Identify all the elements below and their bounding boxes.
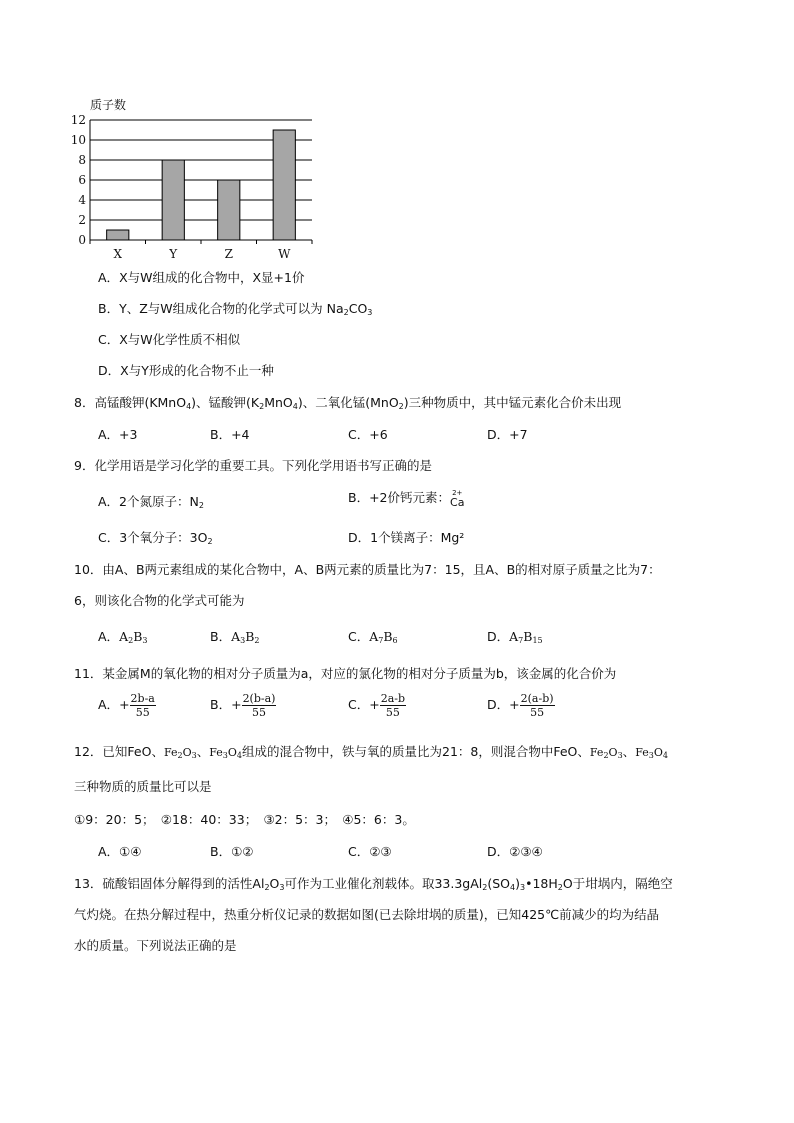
- option-letter: D．: [98, 363, 121, 378]
- subscript: 2: [198, 501, 204, 510]
- option-letter: A．: [98, 697, 120, 712]
- q10-option-b: [210, 627, 259, 645]
- stem-part: •18H: [525, 876, 558, 891]
- option-text: B．+2价钙元素：: [348, 490, 451, 505]
- stem-part: 12．已知FeO、: [74, 744, 164, 759]
- sign: +: [119, 697, 130, 712]
- subscript: 4: [236, 751, 242, 760]
- option-text: X与W化学性质不相似: [119, 332, 241, 347]
- y-tick-label: 12: [70, 113, 86, 127]
- subscript: 2: [343, 308, 349, 317]
- x-tick-label: Z: [224, 247, 233, 261]
- y-tick-label: 2: [78, 213, 86, 227]
- numerator: 2(a-b): [520, 692, 554, 705]
- option-letter: B．: [210, 629, 232, 644]
- formula-part: O: [182, 746, 192, 759]
- proton-number-bar-chart: [60, 92, 320, 262]
- q9-option-b: [348, 488, 464, 508]
- q10-option-d: [487, 627, 543, 645]
- formula-part: A: [369, 629, 379, 644]
- stem-part: 组成的混合物中，铁与氧的质量比为21：8，则混合物中FeO、: [242, 744, 590, 759]
- subscript: 2: [482, 883, 488, 892]
- q11-option-d: [487, 692, 555, 719]
- separator: 、: [622, 744, 636, 759]
- formula-part: O: [608, 746, 618, 759]
- sign: +: [369, 697, 380, 712]
- option-letter: C．: [98, 332, 120, 347]
- formula-part: A: [231, 629, 241, 644]
- option-letter: B．: [210, 697, 232, 712]
- stem-part: 13．硫酸铝固体分解得到的活性Al: [74, 876, 265, 891]
- stem-part: ): [515, 876, 520, 891]
- x-tick-label: Y: [169, 247, 178, 261]
- stem-part: MnO: [264, 395, 293, 410]
- calcium-valence-notation: [450, 489, 464, 508]
- x-tick-label: W: [278, 247, 291, 261]
- stem-part: 8．高锰酸钾(KMnO: [74, 395, 187, 410]
- subscript: 3: [520, 883, 526, 892]
- subscript: 7: [518, 636, 524, 645]
- x-tick-label: X: [113, 247, 123, 261]
- formula-part: O: [227, 746, 237, 759]
- q10-option-a: [98, 627, 147, 645]
- subscript: 3: [191, 751, 197, 760]
- q7-option-d: [98, 361, 274, 379]
- subscript: 15: [532, 636, 543, 645]
- option-letter: C．: [348, 629, 370, 644]
- option-letter: D．: [487, 697, 510, 712]
- q10-stem-line2: 6，则该化合物的化学式可能为: [74, 593, 245, 608]
- bar-w: [273, 130, 295, 240]
- q10-option-c: [348, 627, 398, 645]
- formula-part: Fe: [209, 746, 223, 759]
- subscript: 2: [398, 402, 404, 411]
- subscript: 3: [617, 751, 623, 760]
- q8-option-a: A．+3: [98, 427, 138, 442]
- q12-option-b: B．①②: [210, 844, 254, 859]
- valence-mark: 2+: [452, 489, 463, 497]
- formula-part: B: [245, 629, 255, 644]
- q11-option-a: [98, 692, 156, 719]
- separator: 、: [196, 744, 210, 759]
- q13-stem-line2: 气灼烧。在热分解过程中，热重分析仪记录的数据如图(已去除坩埚的质量)，已知425℃前减少的均为结晶: [74, 907, 660, 922]
- formula-part: B: [133, 629, 143, 644]
- option-letter: B．: [98, 301, 120, 316]
- formula-part: B: [523, 629, 533, 644]
- fraction: [520, 692, 555, 719]
- bar-chart-svg: [60, 92, 320, 262]
- subscript: 4: [510, 883, 516, 892]
- bar-y: [162, 160, 184, 240]
- numerator: 2(b-a): [242, 692, 276, 705]
- formula-part: A: [119, 629, 129, 644]
- sign: +: [509, 697, 520, 712]
- q10-stem-line1: 10．由A、B两元素组成的某化合物中，A、B两元素的质量比为7：15，且A、B的相对原子质量之比为7：: [74, 562, 661, 577]
- subscript: 7: [378, 636, 384, 645]
- subscript: 2: [207, 537, 213, 546]
- subscript: 2: [264, 883, 270, 892]
- sign: +: [231, 697, 242, 712]
- q11-stem: 11．某金属M的氧化物的相对分子质量为a，对应的氯化物的相对分子质量为b，该金属的化合价为: [74, 666, 617, 681]
- fraction: [242, 692, 277, 719]
- y-tick-label: 10: [70, 133, 86, 147]
- option-text: C．3个氧分子：3O: [98, 530, 208, 545]
- y-tick-label: 6: [78, 173, 86, 187]
- subscript: 4: [186, 402, 192, 411]
- formula-part: B: [383, 629, 393, 644]
- subscript: 3: [222, 751, 228, 760]
- numerator: 2a-b: [380, 692, 406, 705]
- subscript: 2: [177, 751, 183, 760]
- denominator: 55: [530, 706, 545, 719]
- stem-part: )三种物质中，其中锰元素化合价未出现: [403, 395, 622, 410]
- q12-option-d: D．②③④: [487, 844, 543, 859]
- bar-x: [107, 230, 129, 240]
- y-tick-label: 0: [78, 233, 86, 247]
- subscript: 6: [392, 636, 398, 645]
- element-symbol: Ca: [450, 496, 465, 509]
- y-tick-label: 4: [78, 193, 86, 207]
- option-text: A．2个氮原子：N: [98, 494, 199, 509]
- subscript: 2: [603, 751, 609, 760]
- stem-part: (SO: [487, 876, 511, 891]
- formula-part: Fe: [163, 746, 178, 759]
- q9-stem: 9．化学用语是学习化学的重要工具。下列化学用语书写正确的是: [74, 458, 432, 473]
- fraction: [380, 692, 406, 719]
- subscript: 3: [367, 308, 373, 317]
- q11-option-b: [210, 692, 276, 719]
- option-letter: D．: [487, 629, 510, 644]
- q13-stem-line1: [74, 874, 673, 892]
- q11-option-c: [348, 692, 406, 719]
- option-letter: C．: [348, 697, 370, 712]
- q9-option-a: [98, 492, 204, 510]
- stem-part: O: [269, 876, 280, 891]
- subscript: 3: [648, 751, 654, 760]
- q9-option-c: [98, 528, 213, 546]
- denominator: 55: [135, 706, 150, 719]
- q12-ratio-list: ①9：20：5； ②18：40：33； ③2：5：3； ④5：6：3。: [74, 812, 415, 827]
- subscript: 3: [279, 883, 285, 892]
- fraction: [130, 692, 156, 719]
- q8-stem: [74, 393, 621, 411]
- formula-part: CO: [348, 301, 368, 316]
- q13-stem-line3: 水的质量。下列说法正确的是: [74, 938, 237, 953]
- q9-option-d: D．1个镁离子：Mg²: [348, 530, 465, 545]
- option-text: X与W组成的化合物中，X显+1价: [119, 270, 305, 285]
- q8-option-b: B．+4: [210, 427, 250, 442]
- q8-option-d: D．+7: [487, 427, 528, 442]
- bar-z: [218, 180, 240, 240]
- numerator: 2b-a: [130, 692, 155, 705]
- subscript: 4: [662, 751, 668, 760]
- denominator: 55: [252, 706, 267, 719]
- formula-part: O: [653, 746, 663, 759]
- q7-option-a: [98, 268, 304, 286]
- y-axis-label: 质子数: [90, 98, 127, 112]
- q12-stem-line2: 三种物质的质量比可以是: [74, 779, 212, 794]
- formula-part: Fe: [635, 746, 649, 759]
- option-text: X与Y形成的化合物不止一种: [120, 363, 274, 378]
- subscript: 3: [142, 636, 148, 645]
- q12-option-c: C．②③: [348, 844, 392, 859]
- q8-option-c: C．+6: [348, 427, 388, 442]
- y-tick-label: 8: [78, 153, 86, 167]
- stem-part: )、锰酸钾(K: [191, 395, 260, 410]
- subscript: 2: [259, 402, 265, 411]
- formula-part: A: [509, 629, 519, 644]
- stem-part: O于坩埚内，隔绝空: [562, 876, 673, 891]
- q7-option-b: [98, 299, 372, 317]
- formula-part: Fe: [589, 746, 604, 759]
- q12-option-a: A．①④: [98, 844, 142, 859]
- q7-option-c: [98, 330, 240, 348]
- option-letter: A．: [98, 629, 120, 644]
- subscript: 2: [128, 636, 134, 645]
- denominator: 55: [385, 706, 400, 719]
- stem-part: )、二氧化锰(MnO: [297, 395, 399, 410]
- option-letter: A．: [98, 270, 120, 285]
- q12-stem-line1: [74, 742, 668, 760]
- subscript: 4: [292, 402, 298, 411]
- subscript: 2: [254, 636, 260, 645]
- subscript: 3: [240, 636, 246, 645]
- subscript: 2: [557, 883, 563, 892]
- stem-part: 可作为工业催化剂载体。取33.3gAl: [284, 876, 483, 891]
- option-text: Y、Z与W组成化合物的化学式可以为 Na: [119, 301, 344, 316]
